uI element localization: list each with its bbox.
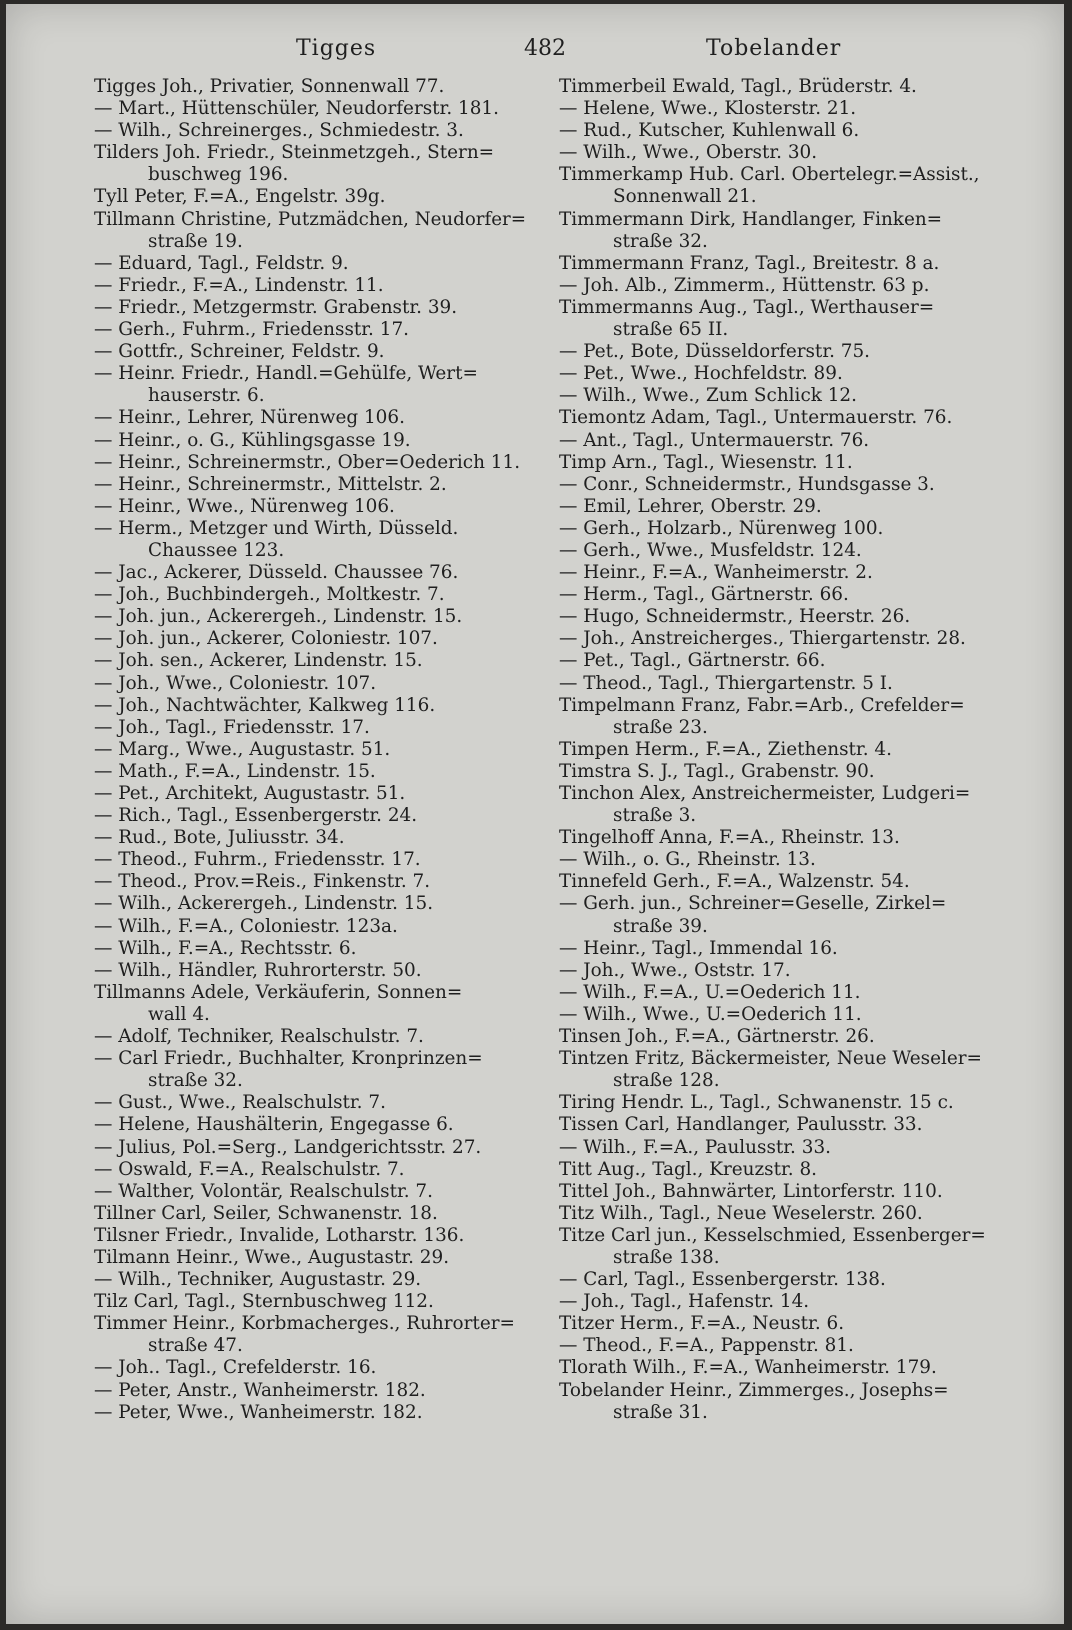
entry-line: — Wilh., Schreinerges., Schmiedestr. 3.: [94, 120, 464, 142]
entry-line: Tilsner Friedr., Invalide, Lotharstr. 136.: [94, 1224, 465, 1246]
entry-line: — Joh., Buchbindergeh., Moltkestr. 7.: [94, 584, 445, 606]
directory-entry: [559, 849, 1007, 871]
entry-line: Timstra S. J., Tagl., Grabenstr. 90.: [559, 760, 875, 782]
entry-continuation: hauserstr. 6.: [148, 385, 265, 407]
directory-entry: [94, 341, 526, 363]
directory-entry: [94, 1137, 526, 1159]
directory-entry: [559, 385, 1007, 407]
entry-line: Timmerbeil Ewald, Tagl., Brüderstr. 4.: [559, 76, 917, 97]
directory-entry: [94, 1313, 526, 1357]
entry-line: Titzer Herm., F.=A., Neustr. 6.: [559, 1313, 845, 1335]
entry-line: Tigges Joh., Privatier, Sonnenwall 77.: [94, 76, 445, 97]
directory-entry: [94, 783, 526, 805]
entry-line: — Gerh. jun., Schreiner=Geselle, Zirkel=: [559, 893, 947, 915]
directory-entry: [94, 1114, 526, 1136]
directory-entry: [559, 1004, 1007, 1026]
entry-line: — Heinr., Lehrer, Nürenweg 106.: [94, 407, 405, 429]
entry-line: — Gust., Wwe., Realschulstr. 7.: [94, 1092, 386, 1114]
entry-line: — Helene, Haushälterin, Engegasse 6.: [94, 1114, 454, 1136]
directory-entry: [94, 1357, 526, 1379]
directory-entry: [559, 363, 1007, 385]
entry-line: — Wilh., Ackerergeh., Lindenstr. 15.: [94, 893, 434, 915]
entry-continuation: straße 32.: [613, 230, 708, 252]
entry-line: Timpen Herm., F.=A., Ziethenstr. 4.: [559, 738, 892, 760]
directory-entry: [559, 1203, 1007, 1225]
directory-entry: [559, 1357, 1007, 1379]
entry-continuation: Sonnenwall 21.: [613, 186, 757, 208]
entry-line: Tlorath Wilh., F.=A., Wanheimerstr. 179.: [559, 1357, 937, 1379]
entry-line: Titt Aug., Tagl., Kreuzstr. 8.: [559, 1158, 817, 1180]
directory-entry: [94, 452, 526, 474]
directory-entry: [559, 474, 1007, 496]
entry-line: Tillner Carl, Seiler, Schwanenstr. 18.: [94, 1202, 438, 1224]
directory-entry: [94, 871, 526, 893]
entry-line: — Herm., Tagl., Gärtnerstr. 66.: [559, 584, 849, 606]
entry-line: — Wilh., F.=A., Coloniestr. 123a.: [94, 915, 398, 937]
directory-entry: [94, 827, 526, 849]
directory-entry: [94, 275, 526, 297]
directory-entry: [559, 76, 1007, 98]
entry-line: Tyll Peter, F.=A., Engelstr. 39g.: [94, 186, 386, 208]
directory-entry: [94, 849, 526, 871]
entry-line: — Marg., Wwe., Augustastr. 51.: [94, 738, 391, 760]
directory-entry: [94, 1380, 526, 1402]
entry-line: — Heinr., Tagl., Immendal 16.: [559, 937, 838, 959]
entry-line: — Heinr. Friedr., Handl.=Gehülfe, Wert=: [94, 363, 478, 385]
entry-continuation: straße 128.: [613, 1070, 720, 1092]
directory-entry: [559, 1269, 1007, 1291]
left-column: [94, 76, 526, 1424]
directory-entry: [94, 893, 526, 915]
directory-entry: [559, 650, 1007, 672]
directory-entry: [94, 1402, 526, 1424]
directory-entry: [94, 1159, 526, 1181]
directory-entry: [94, 430, 526, 452]
entry-line: — Pet., Wwe., Hochfeldstr. 89.: [559, 363, 843, 385]
directory-entry: [559, 1225, 1007, 1269]
entry-line: — Gerh., Fuhrm., Friedensstr. 17.: [94, 319, 409, 341]
entry-line: — Joh. jun., Ackerergeh., Lindenstr. 15.: [94, 606, 463, 628]
entry-line: — Helene, Wwe., Klosterstr. 21.: [559, 98, 857, 120]
entry-line: — Heinr., Wwe., Nürenweg 106.: [94, 495, 395, 517]
entry-line: — Joh., Anstreicherges., Thiergartenstr. 28.: [559, 628, 966, 650]
entry-line: — Heinr., o. G., Kühlingsgasse 19.: [94, 429, 411, 451]
directory-entry: [559, 1291, 1007, 1313]
directory-entry: [559, 496, 1007, 518]
entry-line: — Ant., Tagl., Untermauerstr. 76.: [559, 429, 870, 451]
directory-entry: [559, 893, 1007, 937]
entry-line: — Joh. Alb., Zimmerm., Hüttenstr. 63 p.: [559, 274, 930, 296]
entry-continuation: straße 39.: [613, 915, 708, 937]
entry-line: Titze Carl jun., Kesselschmied, Essenberger=: [559, 1224, 986, 1246]
entry-line: Tillmanns Adele, Verkäuferin, Sonnen=: [94, 981, 463, 1003]
entry-line: — Conr., Schneidermstr., Hundsgasse 3.: [559, 473, 935, 495]
entry-continuation: Chaussee 123.: [148, 539, 285, 561]
entry-line: Timmermann Dirk, Handlanger, Finken=: [559, 208, 943, 230]
entry-continuation: wall 4.: [148, 1003, 210, 1025]
entry-line: — Wilh., Wwe., Oberstr. 30.: [559, 142, 818, 164]
entry-line: — Friedr., F.=A., Lindenstr. 11.: [94, 274, 384, 296]
directory-entry: [559, 584, 1007, 606]
entry-line: — Rud., Bote, Juliusstr. 34.: [94, 827, 345, 849]
entry-continuation: straße 23.: [613, 716, 708, 738]
directory-entry: [94, 186, 526, 208]
directory-entry: [559, 253, 1007, 275]
entry-line: — Emil, Lehrer, Oberstr. 29.: [559, 495, 822, 517]
directory-entry: [559, 982, 1007, 1004]
directory-entry: [559, 518, 1007, 540]
entry-line: Timp Arn., Tagl., Wiesenstr. 11.: [559, 451, 853, 473]
entry-line: Timmerkamp Hub. Carl. Obertelegr.=Assist.,: [559, 164, 980, 186]
directory-entry: [94, 805, 526, 827]
directory-entry: [94, 695, 526, 717]
directory-entry: [94, 1269, 526, 1291]
directory-entry: [559, 1159, 1007, 1181]
entry-line: — Carl, Tagl., Essenbergerstr. 138.: [559, 1269, 886, 1291]
directory-entry: [559, 1137, 1007, 1159]
entry-line: — Oswald, F.=A., Realschulstr. 7.: [94, 1158, 405, 1180]
entry-line: — Mart., Hüttenschüler, Neudorferstr. 181.: [94, 98, 499, 120]
directory-entry: [94, 982, 526, 1026]
directory-entry: [559, 275, 1007, 297]
entry-line: Tinchon Alex, Anstreichermeister, Ludgeri=: [559, 783, 971, 804]
entry-line: Tilders Joh. Friedr., Steinmetzgeh., Stern=: [94, 142, 495, 164]
directory-entry: [559, 540, 1007, 562]
entry-line: Tissen Carl, Handlanger, Paulusstr. 33.: [559, 1114, 923, 1136]
directory-entry: [559, 739, 1007, 761]
directory-entry: [559, 164, 1007, 208]
entry-line: Tillmann Christine, Putzmädchen, Neudorfer=: [94, 208, 527, 230]
directory-entry: [559, 341, 1007, 363]
entry-continuation: straße 3.: [613, 805, 697, 827]
directory-entry: [94, 98, 526, 120]
directory-entry: [94, 407, 526, 429]
entry-line: — Joh., Tagl., Friedensstr. 17.: [94, 716, 370, 738]
entry-line: — Wilh., Techniker, Augustastr. 29.: [94, 1269, 422, 1291]
directory-entry: [94, 1225, 526, 1247]
directory-entry: [559, 430, 1007, 452]
entry-continuation: straße 32.: [148, 1070, 243, 1092]
entry-line: Titz Wilh., Tagl., Neue Weselerstr. 260.: [559, 1202, 923, 1224]
entry-continuation: straße 138.: [613, 1246, 720, 1268]
directory-entry: [559, 1026, 1007, 1048]
entry-line: — Heinr., Schreinermstr., Mittelstr. 2.: [94, 473, 447, 495]
entry-continuation: straße 31.: [613, 1401, 708, 1423]
directory-entry: [559, 1114, 1007, 1136]
entry-line: — Rich., Tagl., Essenbergerstr. 24.: [94, 805, 418, 827]
entry-line: — Peter, Anstr., Wanheimerstr. 182.: [94, 1379, 426, 1401]
entry-line: Tinnefeld Gerh., F.=A., Walzenstr. 54.: [559, 871, 910, 893]
directory-entry: [94, 960, 526, 982]
entry-line: — Rud., Kutscher, Kuhlenwall 6.: [559, 120, 860, 142]
entry-line: — Walther, Volontär, Realschulstr. 7.: [94, 1180, 433, 1202]
entry-line: — Hugo, Schneidermstr., Heerstr. 26.: [559, 606, 911, 628]
entry-line: — Joh., Nachtwächter, Kalkweg 116.: [94, 694, 436, 716]
directory-entry: [559, 120, 1007, 142]
entry-line: — Theod., Tagl., Thiergartenstr. 5 I.: [559, 672, 893, 694]
entry-line: — Wilh., o. G., Rheinstr. 13.: [559, 849, 816, 871]
entry-line: Tittel Joh., Bahnwärter, Lintorferstr. 110.: [559, 1180, 943, 1202]
entry-line: Tiring Hendr. L., Tagl., Schwanenstr. 15 c.: [559, 1092, 954, 1114]
entry-line: — Peter, Wwe., Wanheimerstr. 182.: [94, 1401, 423, 1423]
directory-entry: [559, 871, 1007, 893]
directory-entry: [559, 1313, 1007, 1335]
entry-line: — Carl Friedr., Buchhalter, Kronprinzen=: [94, 1048, 483, 1070]
entry-line: — Joh., Wwe., Coloniestr. 107.: [94, 672, 377, 694]
right-column: [559, 76, 1007, 1424]
directory-entry: [559, 297, 1007, 341]
directory-entry: [559, 761, 1007, 783]
entry-line: — Wilh., Wwe., U.=Oederich 11.: [559, 1003, 862, 1025]
directory-entry: [559, 628, 1007, 650]
entry-line: — Gerh., Holzarb., Nürenweg 100.: [559, 517, 884, 539]
directory-entry: [559, 1380, 1007, 1424]
entry-line: — Wilh., Wwe., Zum Schlick 12.: [559, 385, 857, 407]
directory-entry: [94, 673, 526, 695]
directory-entry: [94, 142, 526, 186]
directory-entry: [559, 827, 1007, 849]
directory-entry: [94, 916, 526, 938]
entry-line: — Eduard, Tagl., Feldstr. 9.: [94, 252, 349, 274]
directory-entry: [94, 209, 526, 253]
directory-entry: [94, 938, 526, 960]
entry-line: — Julius, Pol.=Serg., Landgerichtsstr. 27.: [94, 1136, 482, 1158]
entry-line: — Theod., F.=A., Pappenstr. 81.: [559, 1335, 854, 1357]
page-header: [6, 36, 1064, 70]
entry-line: Tilmann Heinr., Wwe., Augustastr. 29.: [94, 1246, 450, 1268]
directory-entry: [94, 1203, 526, 1225]
directory-entry: [94, 1026, 526, 1048]
entry-line: Timpelmann Franz, Fabr.=Arb., Crefelder=: [559, 694, 965, 716]
entry-continuation: straße 47.: [148, 1335, 243, 1357]
entry-line: — Wilh., Händler, Ruhrorterstr. 50.: [94, 959, 422, 981]
entry-line: — Gerh., Wwe., Musfeldstr. 124.: [559, 539, 862, 561]
entry-line: — Herm., Metzger und Wirth, Düsseld.: [94, 517, 459, 539]
directory-entry: [94, 1181, 526, 1203]
entry-line: Tobelander Heinr., Zimmerges., Josephs=: [559, 1379, 949, 1401]
directory-entry: [559, 407, 1007, 429]
entry-line: — Heinr., F.=A., Wanheimerstr. 2.: [559, 562, 873, 584]
directory-entry: [94, 496, 526, 518]
header-left-catchword: Tigges: [296, 36, 377, 61]
entry-continuation: straße 19.: [148, 230, 243, 252]
directory-entry: [559, 1181, 1007, 1203]
directory-entry: [559, 209, 1007, 253]
directory-entry: [559, 673, 1007, 695]
header-right-catchword: Tobelander: [706, 36, 842, 61]
entry-line: Tintzen Fritz, Bäckermeister, Neue Weseler=: [559, 1048, 982, 1070]
entry-line: Tingelhoff Anna, F.=A., Rheinstr. 13.: [559, 827, 900, 849]
entry-line: — Wilh., F.=A., U.=Oederich 11.: [559, 981, 861, 1003]
entry-line: — Theod., Fuhrm., Friedensstr. 17.: [94, 849, 421, 871]
directory-entry: [94, 1092, 526, 1114]
directory-entry: [94, 120, 526, 142]
directory-entry: [94, 319, 526, 341]
entry-line: Tinsen Joh., F.=A., Gärtnerstr. 26.: [559, 1026, 875, 1048]
directory-entry: [559, 783, 1007, 827]
entry-line: — Joh., Wwe., Oststr. 17.: [559, 959, 791, 981]
entry-line: Timmermanns Aug., Tagl., Werthauser=: [559, 296, 935, 318]
page-number: 482: [524, 36, 566, 61]
directory-entry: [559, 1335, 1007, 1357]
directory-entry: [94, 628, 526, 650]
entry-line: — Wilh., F.=A., Rechtsstr. 6.: [94, 937, 357, 959]
directory-entry: [559, 606, 1007, 628]
entry-line: — Jac., Ackerer, Düsseld. Chaussee 76.: [94, 562, 459, 584]
directory-entry: [94, 761, 526, 783]
directory-entry: [94, 253, 526, 275]
entry-line: — Pet., Bote, Düsseldorferstr. 75.: [559, 341, 871, 363]
directory-entry: [559, 98, 1007, 120]
entry-line: Tilz Carl, Tagl., Sternbuschweg 112.: [94, 1291, 434, 1313]
entry-line: — Gottfr., Schreiner, Feldstr. 9.: [94, 341, 385, 363]
directory-entry: [94, 584, 526, 606]
directory-entry: [94, 363, 526, 407]
directory-entry: [559, 695, 1007, 739]
directory-entry: [94, 1048, 526, 1092]
entry-line: Tiemontz Adam, Tagl., Untermauerstr. 76.: [559, 407, 953, 429]
directory-entry: [559, 142, 1007, 164]
directory-entry: [559, 452, 1007, 474]
entry-line: — Joh.. Tagl., Crefelderstr. 16.: [94, 1357, 377, 1379]
directory-entry: [94, 474, 526, 496]
directory-entry: [94, 76, 526, 98]
directory-entry: [94, 739, 526, 761]
directory-entry: [94, 717, 526, 739]
entry-line: — Adolf, Techniker, Realschulstr. 7.: [94, 1026, 424, 1048]
entry-line: — Pet., Architekt, Augustastr. 51.: [94, 783, 406, 804]
entry-line: — Joh. jun., Ackerer, Coloniestr. 107.: [94, 628, 438, 650]
entry-continuation: buschweg 196.: [148, 164, 289, 186]
entry-line: — Friedr., Metzgermstr. Grabenstr. 39.: [94, 296, 458, 318]
entry-line: — Joh. sen., Ackerer, Lindenstr. 15.: [94, 650, 423, 672]
directory-entry: [559, 960, 1007, 982]
entry-continuation: straße 65 II.: [613, 319, 729, 341]
directory-entry: [94, 1247, 526, 1269]
directory-entry: [94, 297, 526, 319]
directory-entry: [559, 938, 1007, 960]
directory-entry: [94, 650, 526, 672]
directory-entry: [94, 562, 526, 584]
entry-line: — Joh., Tagl., Hafenstr. 14.: [559, 1291, 810, 1313]
directory-entry: [559, 562, 1007, 584]
directory-entry: [559, 1092, 1007, 1114]
directory-page: [6, 4, 1064, 1624]
entry-line: Timmermann Franz, Tagl., Breitestr. 8 a.: [559, 252, 940, 274]
directory-entry: [94, 1291, 526, 1313]
directory-entry: [559, 1048, 1007, 1092]
entry-line: — Pet., Tagl., Gärtnerstr. 66.: [559, 650, 826, 672]
entry-line: Timmer Heinr., Korbmacherges., Ruhrorter=: [94, 1313, 515, 1335]
directory-entry: [94, 518, 526, 562]
entry-line: — Theod., Prov.=Reis., Finkenstr. 7.: [94, 871, 431, 893]
entry-line: — Wilh., F.=A., Paulusstr. 33.: [559, 1136, 831, 1158]
entry-line: — Math., F.=A., Lindenstr. 15.: [94, 760, 376, 782]
directory-entry: [94, 606, 526, 628]
entry-line: — Heinr., Schreinermstr., Ober=Oederich 11.: [94, 451, 521, 473]
